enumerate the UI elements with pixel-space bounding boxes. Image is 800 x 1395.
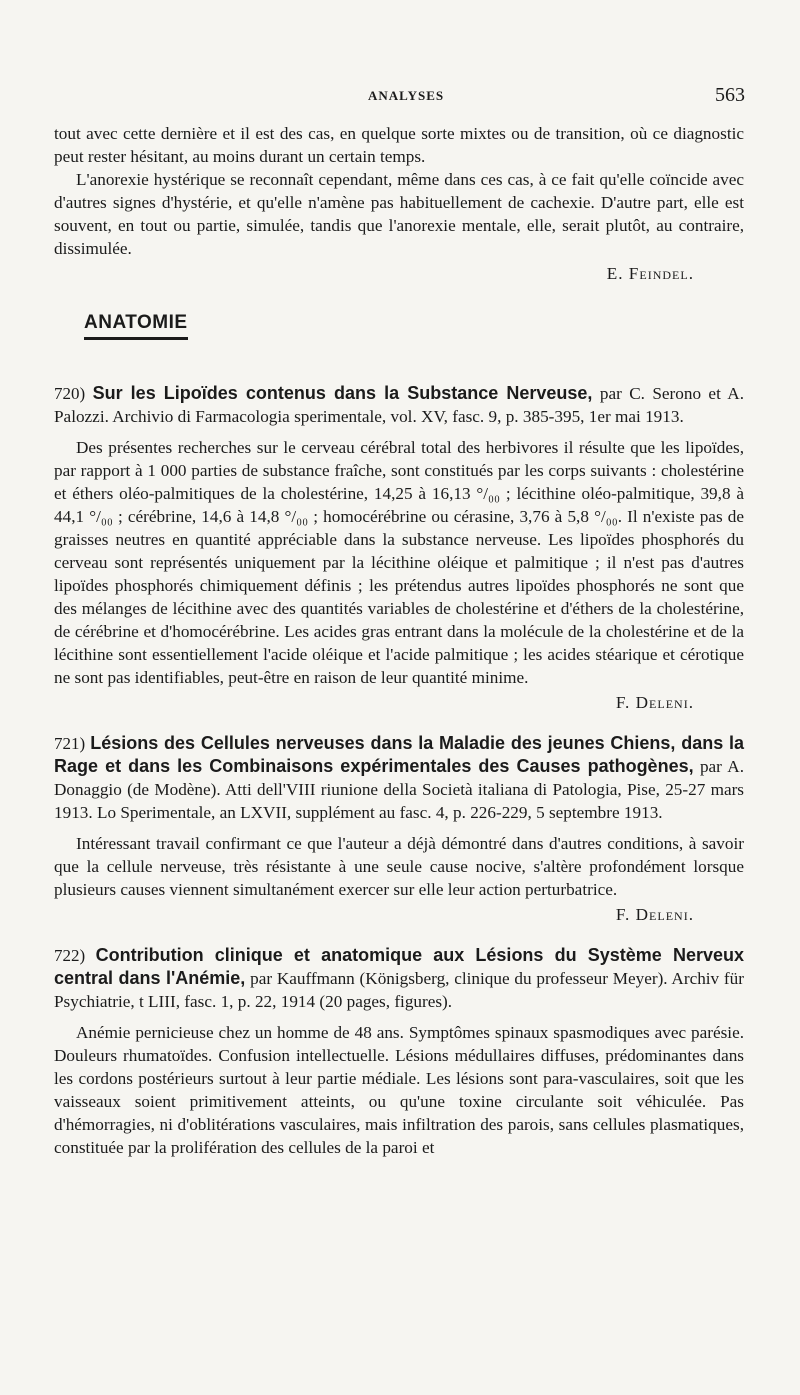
article-heading [54, 382, 744, 428]
article-number: 722) [54, 946, 86, 965]
article-heading [54, 944, 744, 1013]
article-number: 720) [54, 384, 86, 403]
signature: F. Deleni. [615, 693, 694, 712]
page-header [0, 84, 800, 108]
article-citation: par C. Serono et A. Palozzi. Archivio di Farmacologia sperimentale, vol. XV, fasc. 9, p. 385-395, 1er mai 1913. [54, 384, 744, 426]
section-heading: ANATOMIE [84, 311, 188, 340]
page-body [54, 122, 744, 1159]
article [54, 944, 744, 1159]
intro-paragraph: tout avec cette dernière et il est des cas, en quelque sorte mixtes ou de transition, où ce diagnostic peut rester hésitant, au moins durant un certain temps. [54, 124, 744, 166]
article-body: Intéressant travail confirmant ce que l'auteur a déjà démontré dans d'autres conditions, à savoir que la cellule nerveuse, très résistante à une seule cause nocive, s'altère profondément lorsque plusieurs causes viennent simultanément exercer sur elle leur action perturbatrice. [54, 834, 744, 899]
article-title: Sur les Lipoïdes contenus dans la Substance Nerveuse, [92, 383, 593, 403]
intro-paragraph: L'anorexie hystérique se reconnaît cependant, même dans ces cas, à ce fait qu'elle coïncide avec d'autres signes d'hystérie, et qu'elle n'amène pas habituellement de cachexie. D'autre part, elle est souvent, en tout ou partie, simulée, tandis que l'anorexie mentale, elle, serait plutôt, au contraire, dissimulée. [54, 170, 744, 258]
article-number: 721) [54, 734, 86, 753]
page-number: 563 [715, 84, 745, 106]
signature: F. Deleni. [615, 905, 694, 924]
article-citation: par Kauffmann (Königsberg, clinique du professeur Meyer). Archiv für Psychiatrie, t LIII, fasc. 1, p. 22, 1914 (20 pages, figures). [54, 969, 744, 1011]
article-heading [54, 732, 744, 824]
running-title: ANALYSES [368, 88, 445, 103]
article-title: Lésions des Cellules nerveuses dans la Maladie des jeunes Chiens, dans la Rage et dans les Combinaisons expérimentales des Causes pathogènes, [54, 733, 745, 776]
article [54, 732, 744, 926]
signature: E. Feindel. [606, 264, 694, 283]
article [54, 382, 744, 714]
article-body: Des présentes recherches sur le cerveau cérébral total des herbivores il résulte que les lipoïdes, par rapport à 1 000 parties de substance fraîche, sont constitués par les corps suivants : cholestérine et éthers oléo-palmitiques de la cholestérine, 14,25 à 16,13 °/₀₀ ; lécithine oléo-palmitique, 39,8 à 44,1 °/₀₀ ; cérébrine, 14,6 à 14,8 °/₀₀ ; homocérébrine ou cérasine, 3,76 à 5,8 °/₀₀. Il n'existe pas de graisses neutres en quantité appréciable dans la substance nerveuse. Les lipoïdes phosphorés du cerveau sont représentés uniquement par la lécithine oléique et palmitique ; il n'est pas d'autres lipoïdes phosphorés chimiquement définis ; les prétendus autres lipoïdes phosphorés ne sont que des mélanges de lécithine avec des quantités variables de cholestérine et d'éthers de la cholestérine, de cérébrine et d'homocérébrine. Les acides gras entrant dans la molécule de la cholestérine et de la lécithine sont essentiellement l'acide oléique et l'acide palmitique ; les acides stéarique et cérotique ne sont pas identifiables, peut-être en raison de leur quantité minime. [54, 438, 744, 687]
article-citation: par A. Donaggio (de Modène). Atti dell'VIII riunione della Società italiana di Patologia, Pise, 25-27 mars 1913. Lo Sperimentale, an LXVII, supplément au fasc. 4, p. 226-229, 5 septembre 1913. [54, 757, 744, 822]
article-title: Contribution clinique et anatomique aux Lésions du Système Nerveux central dans l'Anémie, [54, 945, 744, 988]
article-body: Anémie pernicieuse chez un homme de 48 ans. Symptômes spinaux spasmodiques avec parésie. Douleurs rhumatoïdes. Confusion intellectuelle. Lésions médullaires diffuses, prédominantes dans les cordons postérieurs surtout à leur partie médiale. Les lésions sont para-vasculaires, soit que les vaisseaux soient primitivement atteints, ou qu'une toxine circulante soit véhiculée. Pas d'hémorragies, ni d'oblitérations vasculaires, mais infiltration des parois, sans cellules plasmatiques, constituée par la prolifération des cellules de la paroi et [54, 1023, 744, 1157]
